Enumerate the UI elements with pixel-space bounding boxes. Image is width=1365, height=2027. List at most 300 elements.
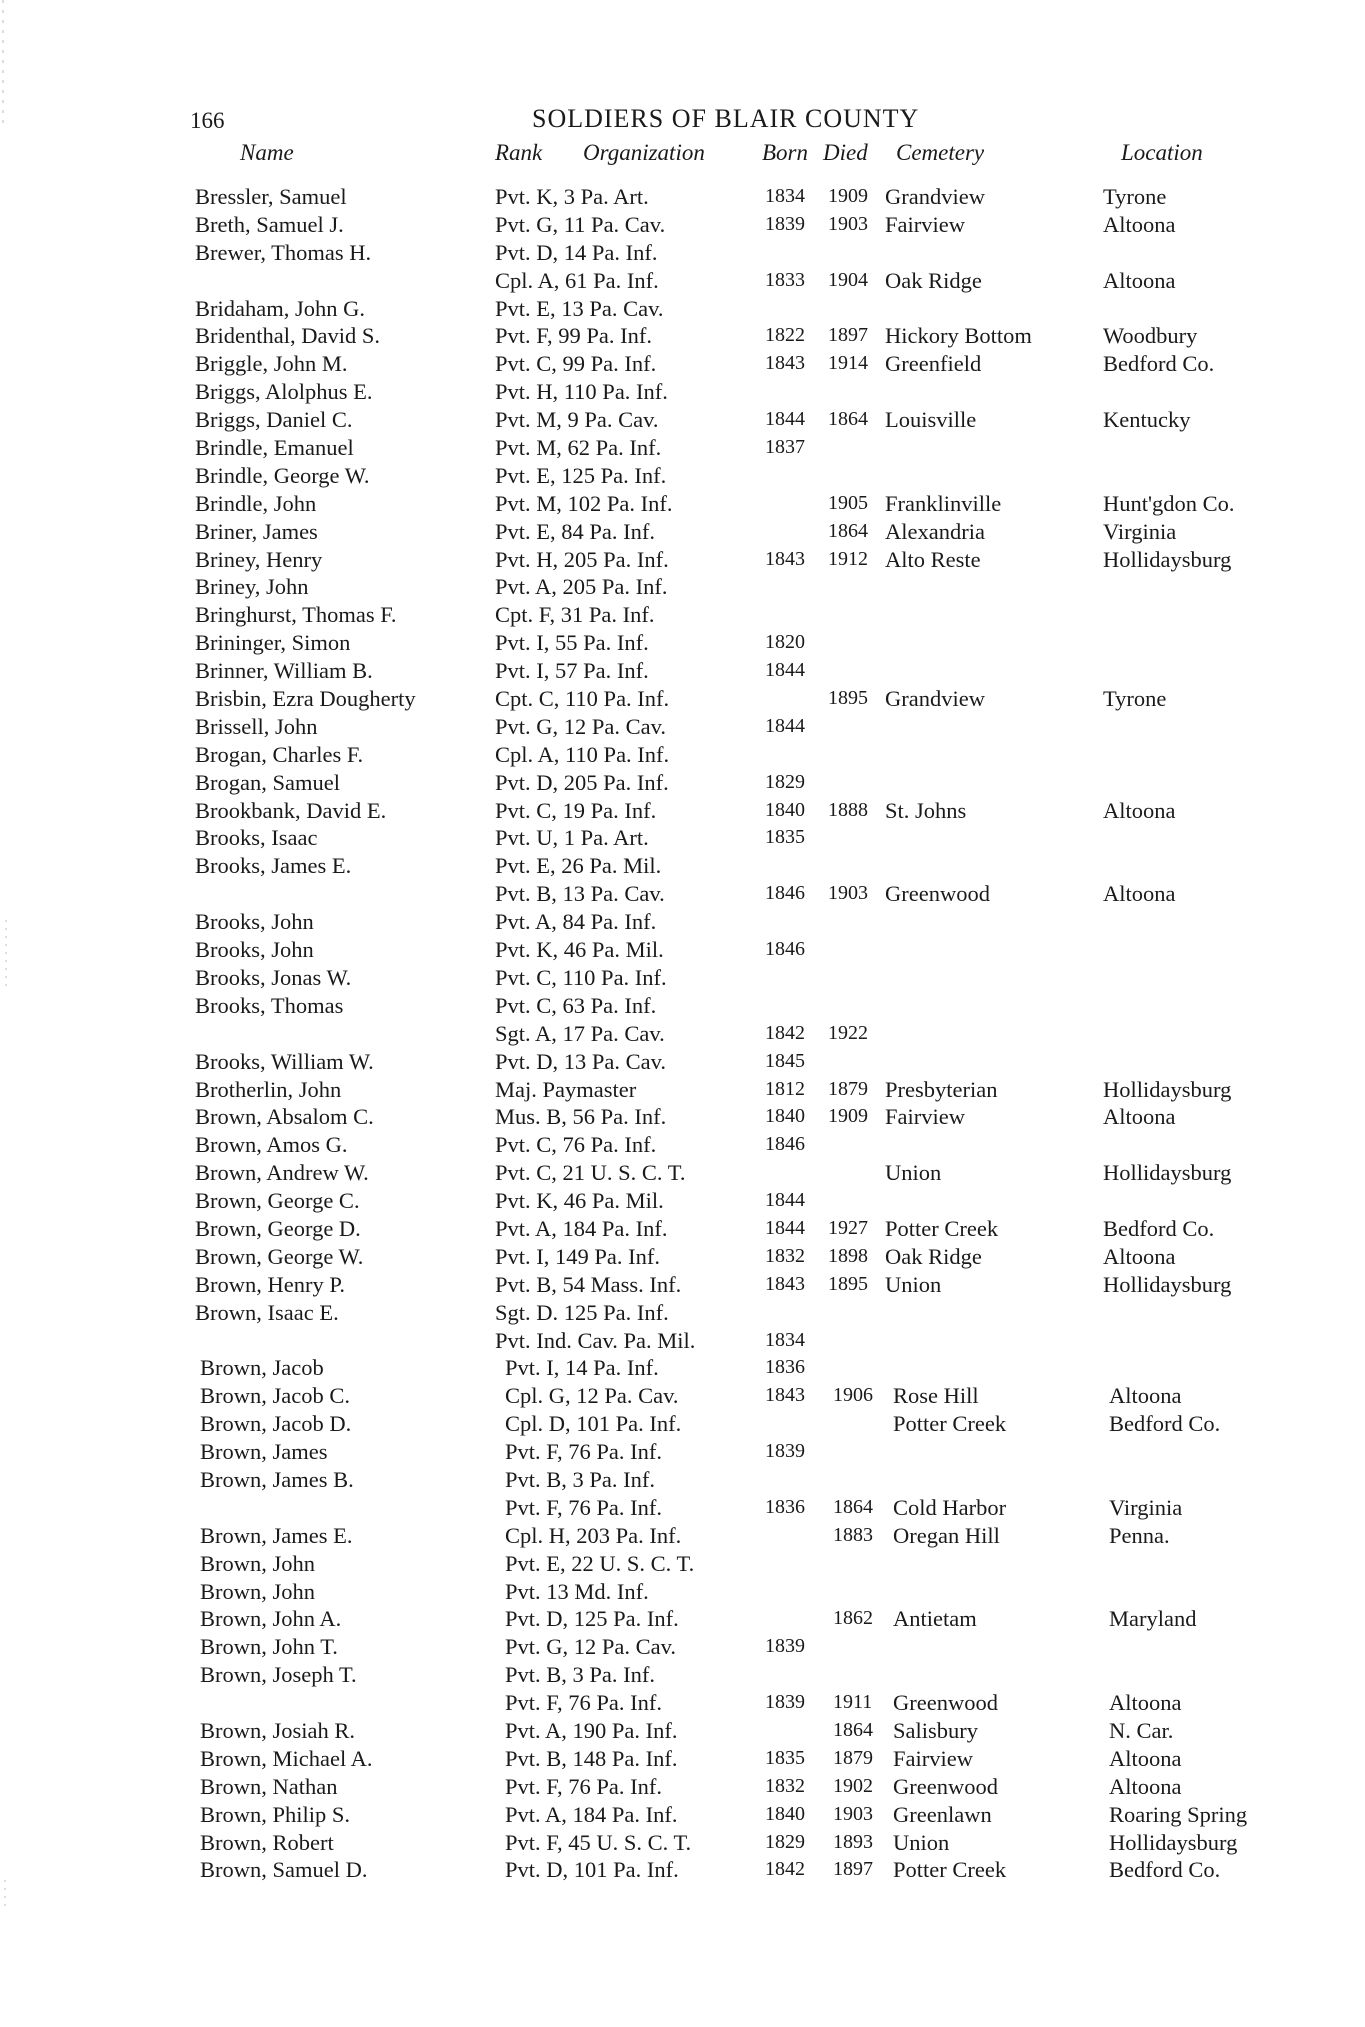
soldier-name: Brooks, John [195, 909, 314, 935]
soldier-name: Brooks, Jonas W. [195, 964, 352, 990]
death-year: 1893 [833, 1830, 873, 1853]
cemetery-location: Altoona [1109, 1773, 1182, 1799]
cemetery-location: Tyrone [1103, 184, 1167, 209]
cemetery-name: Fairview [885, 1104, 965, 1130]
birth-year: 1836 [765, 1495, 805, 1518]
table-row [0, 1801, 1365, 1829]
soldier-name: Brown, Joseph T. [200, 1662, 357, 1688]
table-row [0, 1633, 1365, 1661]
rank-organization: Pvt. F, 76 Pa. Inf. [505, 1494, 662, 1520]
cemetery-location: Woodbury [1103, 323, 1198, 349]
soldier-name: Brown, Jacob [200, 1355, 324, 1381]
birth-year: 1832 [765, 1774, 805, 1797]
cemetery-name: Rose Hill [893, 1383, 979, 1409]
birth-year: 1822 [765, 324, 805, 347]
soldier-name: Brown, James [200, 1439, 328, 1465]
soldier-name: Brown, Isaac E. [195, 1299, 339, 1325]
death-year: 1904 [828, 268, 868, 291]
rank-organization: Pvt. A, 184 Pa. Inf. [505, 1801, 678, 1827]
rank-organization: Mus. B, 56 Pa. Inf. [495, 1104, 667, 1130]
cemetery-name: Franklinville [885, 490, 1002, 516]
soldier-name: Brisbin, Ezra Dougherty [195, 686, 416, 712]
table-row [0, 1271, 1365, 1299]
rank-organization: Pvt. F, 99 Pa. Inf. [495, 323, 652, 349]
birth-year: 1833 [765, 268, 805, 291]
table-row [0, 908, 1365, 936]
birth-year: 1820 [765, 631, 805, 654]
cemetery-location: Altoona [1103, 881, 1176, 907]
rank-organization: Pvt. F, 76 Pa. Inf. [505, 1773, 662, 1799]
soldier-name: Brissell, John [195, 713, 318, 739]
cemetery-location: Altoona [1109, 1690, 1182, 1716]
death-year: 1897 [828, 324, 868, 347]
rank-organization: Pvt. D, 125 Pa. Inf. [505, 1606, 679, 1632]
cemetery-location: Bedford Co. [1109, 1857, 1221, 1883]
birth-year: 1812 [765, 1077, 805, 1100]
rank-organization: Pvt. E, 13 Pa. Cav. [495, 295, 664, 321]
death-year: 1898 [828, 1244, 868, 1267]
soldier-name: Bridaham, John G. [195, 295, 365, 321]
birth-year: 1843 [765, 547, 805, 570]
table-row [0, 1856, 1365, 1884]
table-row [0, 1717, 1365, 1745]
death-year: 1912 [828, 547, 868, 570]
soldier-name: Brooks, John [195, 937, 314, 963]
death-year: 1903 [833, 1802, 873, 1825]
rank-organization: Pvt. G, 12 Pa. Cav. [495, 713, 667, 739]
death-year: 1864 [828, 519, 868, 542]
birth-year: 1844 [765, 408, 805, 431]
rank-organization: Pvt. F, 76 Pa. Inf. [505, 1690, 662, 1716]
cemetery-name: Greenwood [885, 881, 990, 907]
table-row [0, 1438, 1365, 1466]
rank-organization: Pvt. D, 13 Pa. Cav. [495, 1048, 667, 1074]
cemetery-location: Hollidaysburg [1109, 1829, 1238, 1855]
rank-organization: Pvt. E, 125 Pa. Inf. [495, 462, 667, 488]
cemetery-name: Fairview [893, 1745, 973, 1771]
soldier-name: Brown, James B. [200, 1466, 354, 1492]
rank-organization: Pvt. D, 205 Pa. Inf. [495, 769, 669, 795]
birth-year: 1834 [765, 1328, 805, 1351]
table-row [0, 1020, 1365, 1048]
death-year: 1895 [828, 1272, 868, 1295]
soldier-name: Briney, Henry [195, 546, 323, 572]
cemetery-name: St. Johns [885, 797, 967, 823]
birth-year: 1843 [765, 1272, 805, 1295]
cemetery-location: Virginia [1103, 518, 1177, 544]
rank-organization: Pvt. G, 12 Pa. Cav. [505, 1634, 677, 1660]
death-year: 1895 [828, 687, 868, 710]
rank-organization: Pvt. 13 Md. Inf. [505, 1578, 649, 1604]
table-row [0, 685, 1365, 713]
rank-organization: Pvt. B, 3 Pa. Inf. [505, 1662, 656, 1688]
birth-year: 1840 [765, 1802, 805, 1825]
birth-year: 1839 [765, 1691, 805, 1714]
soldier-name: Brown, James E. [200, 1522, 353, 1548]
table-row [0, 1410, 1365, 1438]
cemetery-name: Salisbury [893, 1717, 979, 1743]
rank-organization: Pvt. H, 110 Pa. Inf. [495, 379, 668, 405]
rank-organization: Pvt. D, 14 Pa. Inf. [495, 239, 658, 265]
soldier-name: Brogan, Samuel [195, 769, 340, 795]
cemetery-name: Greenwood [893, 1773, 998, 1799]
cemetery-location: Altoona [1103, 267, 1176, 293]
page-number: 166 [190, 108, 225, 133]
soldier-name: Brogan, Charles F. [195, 741, 364, 767]
soldier-name: Brotherlin, John [195, 1076, 342, 1102]
rank-organization: Pvt. F, 45 U. S. C. T. [505, 1829, 692, 1855]
cemetery-location: Penna. [1109, 1522, 1170, 1548]
cemetery-location: Bedford Co. [1103, 351, 1215, 377]
rank-organization: Pvt. K, 3 Pa. Art. [495, 184, 649, 209]
rank-organization: Sgt. A, 17 Pa. Cav. [495, 1020, 665, 1046]
birth-year: 1829 [765, 1830, 805, 1853]
cemetery-name: Oak Ridge [885, 267, 982, 293]
soldier-name: Brown, Robert [200, 1829, 334, 1855]
death-year: 1864 [833, 1718, 873, 1741]
soldier-name: Brown, Josiah R. [200, 1717, 356, 1743]
soldier-name: Brown, John [200, 1578, 316, 1604]
table-row [0, 1773, 1365, 1801]
table-row [0, 1299, 1365, 1327]
rank-organization: Pvt. B, 3 Pa. Inf. [505, 1466, 656, 1492]
birth-year: 1829 [765, 770, 805, 793]
table-row [0, 1829, 1365, 1857]
rank-organization: Pvt. C, 76 Pa. Inf. [495, 1132, 657, 1158]
soldier-name: Bressler, Samuel [195, 184, 347, 209]
death-year: 1897 [833, 1858, 873, 1881]
birth-year: 1842 [765, 1021, 805, 1044]
cemetery-name: Alexandria [885, 518, 985, 544]
rank-organization: Maj. Paymaster [495, 1076, 637, 1102]
soldier-name: Brown, Jacob D. [200, 1411, 352, 1437]
page-title: SOLDIERS OF BLAIR COUNTY [532, 104, 920, 133]
rank-organization: Pvt. K, 46 Pa. Mil. [495, 1188, 664, 1214]
rank-organization: Pvt. A, 205 Pa. Inf. [495, 574, 668, 600]
table-row [0, 434, 1365, 462]
soldier-name: Briner, James [195, 518, 318, 544]
rank-organization: Cpl. H, 203 Pa. Inf. [505, 1522, 682, 1548]
rank-organization: Cpl. A, 61 Pa. Inf. [495, 267, 659, 293]
table-row [0, 741, 1365, 769]
cemetery-location: Maryland [1109, 1606, 1197, 1632]
header-died: Died [823, 140, 868, 165]
rank-organization: Pvt. E, 84 Pa. Inf. [495, 518, 655, 544]
soldier-name: Briggle, John M. [195, 351, 348, 377]
rank-organization: Pvt. I, 55 Pa. Inf. [495, 630, 649, 656]
birth-year: 1839 [765, 1440, 805, 1463]
table-row [0, 880, 1365, 908]
rank-organization: Pvt. I, 14 Pa. Inf. [505, 1355, 659, 1381]
rank-organization: Pvt. M, 9 Pa. Cav. [495, 407, 659, 433]
birth-year: 1842 [765, 1858, 805, 1881]
rank-organization: Pvt. E, 22 U. S. C. T. [505, 1550, 695, 1576]
table-row [0, 1745, 1365, 1773]
birth-year: 1843 [765, 352, 805, 375]
death-year: 1905 [828, 491, 868, 514]
table-row [0, 573, 1365, 601]
birth-year: 1840 [765, 798, 805, 821]
cemetery-name: Hickory Bottom [885, 323, 1032, 349]
birth-year: 1836 [765, 1356, 805, 1379]
rank-organization: Pvt. M, 102 Pa. Inf. [495, 490, 673, 516]
header-location: Location [1121, 140, 1203, 165]
table-row [0, 1327, 1365, 1355]
table-row [0, 295, 1365, 323]
cemetery-location: Hollidaysburg [1103, 1160, 1232, 1186]
death-year: 1922 [828, 1021, 868, 1044]
birth-year: 1840 [765, 1105, 805, 1128]
death-year: 1903 [828, 882, 868, 905]
rank-organization: Pvt. Ind. Cav. Pa. Mil. [495, 1327, 696, 1353]
table-row [0, 629, 1365, 657]
rank-organization: Pvt. A, 84 Pa. Inf. [495, 909, 657, 935]
table-row [0, 350, 1365, 378]
cemetery-name: Oregan Hill [893, 1522, 1000, 1548]
header-rank: Rank [495, 140, 543, 165]
rank-organization: Cpt. C, 110 Pa. Inf. [495, 686, 670, 712]
soldier-name: Breth, Samuel J. [195, 211, 344, 237]
soldier-name: Brown, Philip S. [200, 1801, 351, 1827]
soldier-name: Brooks, James E. [195, 853, 352, 879]
rank-organization: Cpl. D, 101 Pa. Inf. [505, 1411, 682, 1437]
soldier-name: Brinner, William B. [195, 658, 373, 684]
cemetery-name: Greenwood [893, 1690, 998, 1716]
birth-year: 1839 [765, 212, 805, 235]
table-row [0, 239, 1365, 267]
cemetery-name: Cold Harbor [893, 1494, 1007, 1520]
soldier-name: Brown, Henry P. [195, 1271, 345, 1297]
rank-organization: Pvt. B, 54 Mass. Inf. [495, 1271, 682, 1297]
death-year: 1909 [828, 1105, 868, 1128]
table-row [0, 1522, 1365, 1550]
cemetery-location: N. Car. [1109, 1717, 1174, 1743]
soldier-name: Brown, Jacob C. [200, 1383, 350, 1409]
rank-organization: Pvt. K, 46 Pa. Mil. [495, 937, 664, 963]
cemetery-location: Bedford Co. [1109, 1411, 1221, 1437]
death-year: 1911 [833, 1691, 873, 1714]
rank-organization: Pvt. I, 149 Pa. Inf. [495, 1243, 660, 1269]
death-year: 1906 [833, 1384, 873, 1407]
table-row [0, 1354, 1365, 1382]
table-row [0, 1215, 1365, 1243]
table-row [0, 518, 1365, 546]
cemetery-name: Grandview [885, 686, 985, 712]
birth-year: 1844 [765, 1216, 805, 1239]
birth-year: 1844 [765, 714, 805, 737]
soldier-name: Brindle, John [195, 490, 317, 516]
cemetery-name: Potter Creek [893, 1857, 1007, 1883]
soldier-name: Briney, John [195, 574, 309, 600]
cemetery-name: Grandview [885, 184, 985, 209]
rank-organization: Cpt. F, 31 Pa. Inf. [495, 602, 655, 628]
birth-year: 1843 [765, 1384, 805, 1407]
birth-year: 1846 [765, 1133, 805, 1156]
rank-organization: Pvt. U, 1 Pa. Art. [495, 825, 649, 851]
birth-year: 1839 [765, 1635, 805, 1658]
birth-year: 1845 [765, 1049, 805, 1072]
rank-organization: Pvt. C, 19 Pa. Inf. [495, 797, 657, 823]
table-row [0, 824, 1365, 852]
rank-organization: Pvt. A, 190 Pa. Inf. [505, 1717, 678, 1743]
soldier-name: Brooks, William W. [195, 1048, 374, 1074]
soldier-name: Brooks, Thomas [195, 992, 344, 1018]
birth-year: 1837 [765, 436, 805, 459]
death-year: 1879 [828, 1077, 868, 1100]
death-year: 1927 [828, 1216, 868, 1239]
soldier-name: Brown, Samuel D. [200, 1857, 368, 1883]
soldier-name: Brown, Absalom C. [195, 1104, 374, 1130]
cemetery-name: Greenlawn [893, 1801, 992, 1827]
table-row [0, 1159, 1365, 1187]
soldier-name: Bridenthal, David S. [195, 323, 380, 349]
soldier-name: Brown, George C. [195, 1188, 360, 1214]
rank-organization: Pvt. E, 26 Pa. Mil. [495, 853, 662, 879]
birth-year: 1846 [765, 882, 805, 905]
cemetery-location: Kentucky [1103, 407, 1191, 433]
cemetery-name: Union [885, 1160, 942, 1186]
table-row [0, 462, 1365, 490]
table-row [0, 211, 1365, 239]
table-row [0, 267, 1365, 295]
birth-year: 1844 [765, 1189, 805, 1212]
cemetery-location: Altoona [1103, 1104, 1176, 1130]
cemetery-location: Altoona [1103, 1243, 1176, 1269]
table-row [0, 406, 1365, 434]
header-born: Born [762, 140, 808, 165]
table-row [0, 769, 1365, 797]
death-year: 1888 [828, 798, 868, 821]
soldier-name: Brininger, Simon [195, 630, 351, 656]
table-row [0, 1466, 1365, 1494]
cemetery-name: Union [885, 1271, 942, 1297]
cemetery-name: Antietam [893, 1606, 977, 1632]
cemetery-location: Hollidaysburg [1103, 546, 1232, 572]
cemetery-location: Altoona [1109, 1745, 1182, 1771]
cemetery-name: Fairview [885, 211, 965, 237]
soldier-name: Brown, John T. [200, 1634, 338, 1660]
rank-organization: Pvt. F, 76 Pa. Inf. [505, 1439, 662, 1465]
table-row [0, 964, 1365, 992]
rank-organization: Pvt. B, 148 Pa. Inf. [505, 1745, 678, 1771]
table-row [0, 1187, 1365, 1215]
table-row [0, 546, 1365, 574]
cemetery-location: Virginia [1109, 1494, 1183, 1520]
soldier-name: Brown, Andrew W. [195, 1160, 369, 1186]
soldier-name: Bringhurst, Thomas F. [195, 602, 397, 628]
birth-year: 1844 [765, 659, 805, 682]
death-year: 1914 [828, 352, 868, 375]
table-row [0, 378, 1365, 406]
soldier-name: Brooks, Isaac [195, 825, 318, 851]
death-year: 1903 [828, 212, 868, 235]
soldier-list [0, 183, 1365, 1884]
table-row [0, 1689, 1365, 1717]
death-year: 1902 [833, 1774, 873, 1797]
rank-organization: Pvt. D, 101 Pa. Inf. [505, 1857, 679, 1883]
rank-organization: Pvt. H, 205 Pa. Inf. [495, 546, 669, 572]
table-row [0, 992, 1365, 1020]
table-row [0, 657, 1365, 685]
table-row [0, 1048, 1365, 1076]
table-row [0, 797, 1365, 825]
table-row [0, 490, 1365, 518]
death-year: 1883 [833, 1523, 873, 1546]
table-row [0, 1243, 1365, 1271]
rank-organization: Pvt. I, 57 Pa. Inf. [495, 658, 649, 684]
cemetery-location: Hollidaysburg [1103, 1076, 1232, 1102]
rank-organization: Pvt. C, 21 U. S. C. T. [495, 1160, 686, 1186]
birth-year: 1834 [765, 185, 805, 207]
rank-organization: Pvt. G, 11 Pa. Cav. [495, 211, 666, 237]
soldier-name: Brown, John [200, 1550, 316, 1576]
cemetery-name: Louisville [885, 407, 977, 433]
birth-year: 1846 [765, 938, 805, 961]
soldier-name: Brown, John A. [200, 1606, 342, 1632]
soldier-name: Brown, Amos G. [195, 1132, 348, 1158]
soldier-name: Brown, George W. [195, 1243, 364, 1269]
header-cemetery: Cemetery [896, 140, 985, 165]
soldier-name: Brown, Nathan [200, 1773, 338, 1799]
birth-year: 1835 [765, 1746, 805, 1769]
table-row [0, 601, 1365, 629]
soldier-name: Brindle, Emanuel [195, 435, 354, 461]
rank-organization: Pvt. C, 110 Pa. Inf. [495, 964, 667, 990]
cemetery-location: Altoona [1103, 211, 1176, 237]
death-year: 1862 [833, 1607, 873, 1630]
cemetery-location: Bedford Co. [1103, 1215, 1215, 1241]
soldier-name: Brewer, Thomas H. [195, 239, 372, 265]
cemetery-name: Alto Reste [885, 546, 981, 572]
rank-organization: Sgt. D. 125 Pa. Inf. [495, 1299, 669, 1325]
birth-year: 1832 [765, 1244, 805, 1267]
table-row [0, 1578, 1365, 1606]
soldier-name: Brown, George D. [195, 1215, 361, 1241]
cemetery-name: Presbyterian [885, 1076, 998, 1102]
soldier-name: Brown, Michael A. [200, 1745, 373, 1771]
table-row [0, 1550, 1365, 1578]
death-year: 1864 [833, 1495, 873, 1518]
table-row [0, 183, 1365, 211]
cemetery-location: Hollidaysburg [1103, 1271, 1232, 1297]
table-row [0, 1382, 1365, 1410]
table-row [0, 1494, 1365, 1522]
cemetery-name: Potter Creek [885, 1215, 999, 1241]
table-row [0, 936, 1365, 964]
death-year: 1879 [833, 1746, 873, 1769]
cemetery-name: Potter Creek [893, 1411, 1007, 1437]
rank-organization: Pvt. M, 62 Pa. Inf. [495, 435, 662, 461]
cemetery-name: Greenfield [885, 351, 982, 377]
table-row [0, 1103, 1365, 1131]
table-row [0, 1131, 1365, 1159]
table-row [0, 852, 1365, 880]
cemetery-name: Union [893, 1829, 950, 1855]
rank-organization: Cpl. G, 12 Pa. Cav. [505, 1383, 679, 1409]
table-row [0, 1661, 1365, 1689]
cemetery-location: Hunt'gdon Co. [1103, 490, 1235, 516]
header-organization: Organization [583, 140, 705, 165]
birth-year: 1835 [765, 826, 805, 849]
death-year: 1864 [828, 408, 868, 431]
cemetery-location: Altoona [1103, 797, 1176, 823]
rank-organization: Pvt. C, 99 Pa. Inf. [495, 351, 657, 377]
table-row [0, 1605, 1365, 1633]
soldier-name: Brindle, George W. [195, 462, 370, 488]
rank-organization: Pvt. B, 13 Pa. Cav. [495, 881, 665, 907]
rank-organization: Cpl. A, 110 Pa. Inf. [495, 741, 670, 767]
soldier-name: Briggs, Alolphus E. [195, 379, 373, 405]
